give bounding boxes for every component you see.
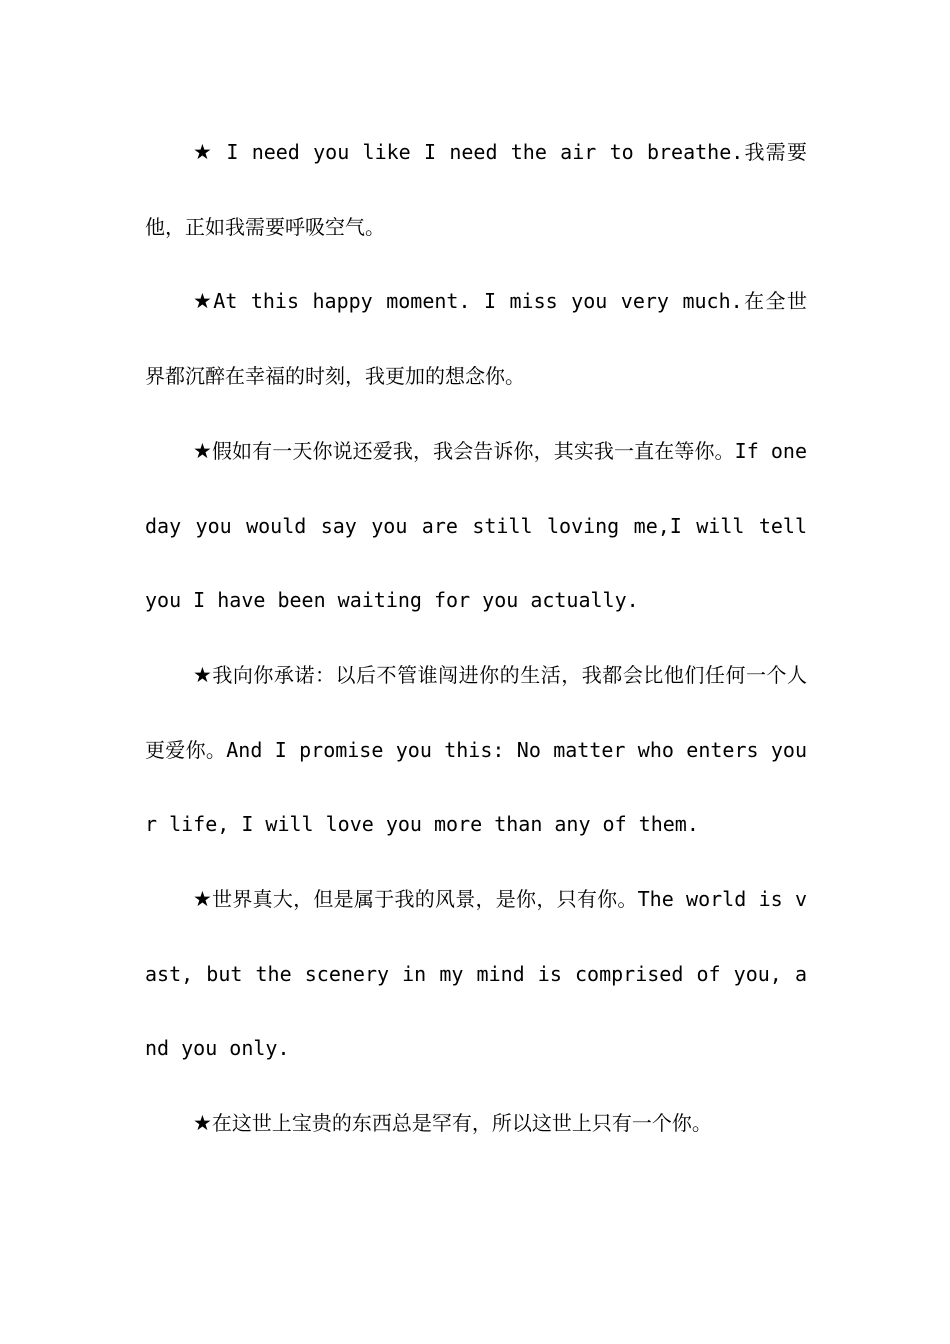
paragraph-6 bbox=[145, 1086, 807, 1161]
star-bullet-icon: ★ bbox=[193, 438, 212, 463]
paragraph-5 bbox=[145, 862, 807, 1086]
paragraph-1 bbox=[145, 115, 807, 264]
paragraph-3 bbox=[145, 414, 807, 638]
paragraph-text: At this happy moment. I miss you very much.在全世界都沉醉在幸福的时刻，我更加的想念你。 bbox=[145, 289, 808, 389]
star-bullet-icon: ★ bbox=[193, 140, 214, 164]
star-bullet-icon: ★ bbox=[193, 887, 213, 912]
paragraph-text: 假如有一天你说还爱我，我会告诉你，其实我一直在等你。If one day you would say you are still loving me,I will tell you I have been waiting for you actually. bbox=[145, 438, 808, 613]
document-body bbox=[145, 115, 807, 1161]
paragraph-2 bbox=[145, 264, 807, 413]
paragraph-text: 世界真大，但是属于我的风景，是你，只有你。The world is vast, but the scenery in my mind is comprised of you, and you only. bbox=[145, 887, 807, 1061]
star-bullet-icon: ★ bbox=[193, 289, 214, 314]
paragraph-4 bbox=[145, 638, 807, 862]
star-bullet-icon: ★ bbox=[193, 1111, 212, 1136]
paragraph-text: I need you like I need the air to breathe.我需要他，正如我需要呼吸空气。 bbox=[145, 140, 808, 239]
star-bullet-icon: ★ bbox=[193, 662, 213, 687]
paragraph-text: 我向你承诺：以后不管谁闯进你的生活，我都会比他们任何一个人更爱你。And I promise you this: No matter who enters your life, I will love you more than any of them. bbox=[145, 662, 808, 837]
paragraph-text: 在这世上宝贵的东西总是罕有，所以这世上只有一个你。 bbox=[211, 1111, 712, 1136]
